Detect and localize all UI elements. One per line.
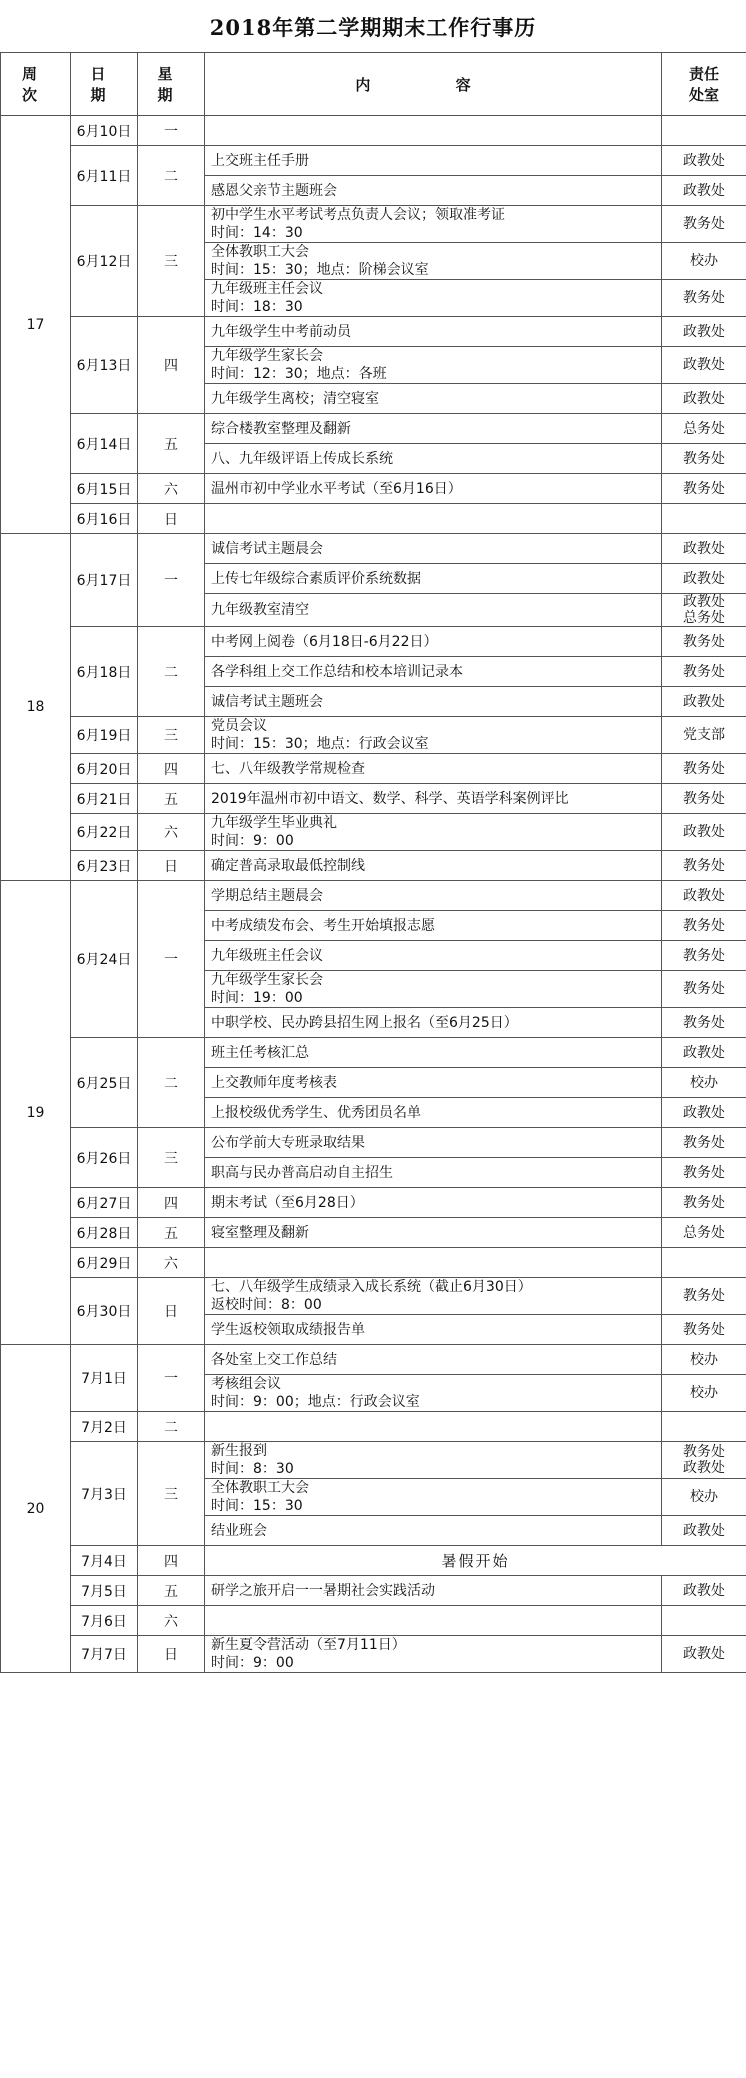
event-content-line: 七、八年级学生成绩录入成长系统（截止6月30日） (211, 1279, 532, 1295)
event-content-line: 时间：9：00 (211, 833, 294, 849)
responsible-dept (662, 504, 746, 534)
responsible-dept (662, 414, 746, 444)
event-content (205, 317, 662, 347)
schedule-body (1, 116, 746, 1673)
responsible-dept-line: 教务处 (683, 857, 725, 874)
event-content (205, 504, 662, 534)
event-content (205, 971, 662, 1008)
responsible-dept (662, 1412, 746, 1442)
weekday-cell: 日 (138, 851, 205, 881)
weekday-cell: 三 (138, 206, 205, 317)
weekday-cell: 二 (138, 1038, 205, 1128)
date-cell: 6月16日 (71, 504, 138, 534)
responsible-dept-line: 教务处 (683, 1164, 725, 1181)
event-content (205, 627, 662, 657)
event-content (205, 1128, 662, 1158)
weekday-cell: 二 (138, 627, 205, 717)
weekday-cell: 五 (138, 414, 205, 474)
header-content: 内 容 (205, 53, 662, 116)
event-content-line: 全体教职工大会 (211, 1480, 309, 1496)
event-content-line: 九年级学生毕业典礼 (211, 815, 337, 831)
event-content-line: 新生报到 (211, 1443, 267, 1459)
responsible-dept (662, 754, 746, 784)
table-row (1, 1038, 746, 1068)
responsible-dept (662, 1375, 746, 1412)
event-content-line: 时间：9：00 (211, 1655, 294, 1671)
event-content (205, 414, 662, 444)
event-content-line: 初中学生水平考试考点负责人会议；领取准考证 (211, 207, 505, 223)
event-content-line: 时间：18：30 (211, 299, 303, 315)
table-row (1, 754, 746, 784)
event-content-line: 研学之旅开启一一暑期社会实践活动 (211, 1582, 435, 1599)
table-row (1, 116, 746, 146)
date-cell: 7月6日 (71, 1606, 138, 1636)
responsible-dept-line: 教务处 (683, 1194, 725, 1211)
weekday-cell: 六 (138, 814, 205, 851)
responsible-dept-line: 教务处 (683, 633, 725, 650)
responsible-dept-line: 校办 (690, 1489, 718, 1505)
event-content (205, 1516, 662, 1546)
date-cell: 6月28日 (71, 1218, 138, 1248)
weekday-cell: 一 (138, 534, 205, 627)
event-content (205, 243, 662, 280)
event-content-line: 寝室整理及翻新 (211, 1224, 309, 1241)
date-cell: 6月14日 (71, 414, 138, 474)
event-content-line: 时间：14：30 (211, 225, 303, 241)
date-cell: 6月23日 (71, 851, 138, 881)
event-content-line: 中考成绩发布会、考生开始填报志愿 (211, 917, 435, 934)
event-content (205, 1412, 662, 1442)
responsible-dept-line: 党支部 (683, 727, 725, 743)
weekday-cell: 一 (138, 1345, 205, 1412)
event-content (205, 280, 662, 317)
event-content (205, 754, 662, 784)
weekday-cell: 五 (138, 1218, 205, 1248)
responsible-dept (662, 1128, 746, 1158)
header-week: 周 次 (1, 53, 71, 116)
responsible-dept (662, 1188, 746, 1218)
event-content-line: 感恩父亲节主题班会 (211, 182, 337, 199)
event-content-line: 上交教师年度考核表 (211, 1074, 337, 1091)
weekday-cell: 三 (138, 1442, 205, 1546)
event-content (205, 1248, 662, 1278)
table-row (1, 1248, 746, 1278)
event-content-line: 确定普高录取最低控制线 (211, 857, 365, 874)
date-cell: 7月4日 (71, 1546, 138, 1576)
responsible-dept-line: 校办 (690, 253, 718, 269)
event-content-line: 期末考试（至6月28日） (211, 1194, 364, 1211)
event-content-line: 中考网上阅卷（6月18日-6月22日） (211, 633, 438, 650)
weekday-cell: 五 (138, 784, 205, 814)
event-content-line: 诚信考试主题班会 (211, 693, 323, 710)
responsible-dept-line: 政教处 (683, 594, 725, 610)
responsible-dept-line: 校办 (690, 1074, 718, 1091)
weekday-cell: 六 (138, 474, 205, 504)
responsible-dept-line: 政教处 (683, 540, 725, 557)
responsible-dept-line: 政教处 (683, 1104, 725, 1121)
responsible-dept (662, 243, 746, 280)
event-content (205, 1375, 662, 1412)
event-content-line: 2019年温州市初中语文、数学、科学、英语学科案例评比 (211, 790, 569, 807)
responsible-dept-line: 教务处 (683, 760, 725, 777)
event-content (205, 1158, 662, 1188)
responsible-dept (662, 176, 746, 206)
schedule-table (0, 52, 746, 1673)
event-content-line: 九年级学生家长会 (211, 972, 323, 988)
responsible-dept-line: 教务处 (683, 1134, 725, 1151)
header-date: 日 期 (71, 53, 138, 116)
responsible-dept-line: 政教处 (683, 887, 725, 904)
date-cell: 6月15日 (71, 474, 138, 504)
responsible-dept-line: 教务处 (683, 290, 725, 306)
table-row (1, 317, 746, 347)
weekday-cell: 五 (138, 1576, 205, 1606)
responsible-dept-line: 教务处 (683, 790, 725, 807)
table-row (1, 627, 746, 657)
responsible-dept (662, 206, 746, 243)
table-row (1, 146, 746, 176)
date-cell: 6月13日 (71, 317, 138, 414)
event-content-line: 各处室上交工作总结 (211, 1351, 337, 1368)
date-cell: 7月2日 (71, 1412, 138, 1442)
responsible-dept (662, 717, 746, 754)
page-title: 2018年第二学期期末工作行事历 (209, 15, 537, 40)
event-content-line: 班主任考核汇总 (211, 1044, 309, 1061)
header-weekday: 星 期 (138, 53, 205, 116)
table-row (1, 474, 746, 504)
date-cell: 6月21日 (71, 784, 138, 814)
responsible-dept (662, 941, 746, 971)
responsible-dept-line: 总务处 (683, 420, 725, 437)
responsible-dept (662, 627, 746, 657)
event-content-line: 职高与民办普高启动自主招生 (211, 1164, 393, 1181)
weekday-cell: 四 (138, 754, 205, 784)
event-content-line: 上报校级优秀学生、优秀团员名单 (211, 1104, 421, 1121)
responsible-dept-line: 教务处 (683, 1288, 725, 1304)
event-content (205, 1315, 662, 1345)
responsible-dept (662, 564, 746, 594)
responsible-dept-line: 教务处 (683, 1321, 725, 1338)
event-content (205, 1038, 662, 1068)
responsible-dept-line: 政教处 (683, 1044, 725, 1061)
responsible-dept-line: 教务处 (683, 663, 725, 680)
event-content (205, 594, 662, 627)
date-cell: 6月29日 (71, 1248, 138, 1278)
responsible-dept (662, 1576, 746, 1606)
event-content-line: 时间：9：00；地点：行政会议室 (211, 1394, 420, 1410)
event-content-line: 温州市初中学业水平考试（至6月16日） (211, 480, 462, 497)
event-content-line: 结业班会 (211, 1522, 267, 1539)
table-row (1, 814, 746, 851)
date-cell: 6月22日 (71, 814, 138, 851)
weekday-cell: 日 (138, 1278, 205, 1345)
table-row (1, 1412, 746, 1442)
responsible-dept (662, 384, 746, 414)
date-cell: 6月10日 (71, 116, 138, 146)
table-row (1, 881, 746, 911)
event-content-line: 时间：8：30 (211, 1461, 294, 1477)
responsible-dept-line: 政教处 (683, 357, 725, 373)
week-number: 19 (1, 881, 71, 1345)
event-content-line: 中职学校、民办跨县招生网上报名（至6月25日） (211, 1014, 518, 1031)
date-cell: 7月1日 (71, 1345, 138, 1412)
table-row (1, 784, 746, 814)
responsible-dept-line: 教务处 (683, 917, 725, 934)
event-content-line: 时间：15：30；地点：阶梯会议室 (211, 262, 429, 278)
event-content-line: 诚信考试主题晨会 (211, 540, 323, 557)
responsible-dept-line: 教务处 (683, 947, 725, 964)
table-row (1, 1345, 746, 1375)
table-row (1, 206, 746, 243)
event-content (205, 1188, 662, 1218)
table-row (1, 717, 746, 754)
event-content (205, 1218, 662, 1248)
event-content-line: 九年级学生离校；清空寝室 (211, 390, 379, 407)
responsible-dept (662, 881, 746, 911)
weekday-cell: 六 (138, 1606, 205, 1636)
weekday-cell: 日 (138, 504, 205, 534)
responsible-dept-line: 教务处 (683, 480, 725, 497)
responsible-dept (662, 1038, 746, 1068)
table-row (1, 1278, 746, 1315)
table-row (1, 1442, 746, 1479)
table-row (1, 414, 746, 444)
responsible-dept (662, 1606, 746, 1636)
event-content (205, 881, 662, 911)
responsible-dept (662, 474, 746, 504)
event-content (205, 1278, 662, 1315)
weekday-cell: 一 (138, 881, 205, 1038)
date-cell: 6月24日 (71, 881, 138, 1038)
vacation-banner: 暑假开始 (205, 1546, 746, 1576)
responsible-dept (662, 317, 746, 347)
responsible-dept (662, 657, 746, 687)
responsible-dept (662, 1315, 746, 1345)
event-content-line: 上传七年级综合素质评价系统数据 (211, 570, 421, 587)
event-content-line: 公布学前大专班录取结果 (211, 1134, 365, 1151)
weekday-cell: 四 (138, 317, 205, 414)
event-content-line: 新生夏令营活动（至7月11日） (211, 1637, 406, 1653)
responsible-dept-line: 政教处 (683, 152, 725, 169)
responsible-dept (662, 971, 746, 1008)
weekday-cell: 四 (138, 1188, 205, 1218)
responsible-dept (662, 280, 746, 317)
table-row (1, 1606, 746, 1636)
responsible-dept (662, 1248, 746, 1278)
table-row (1, 1636, 746, 1673)
weekday-cell: 六 (138, 1248, 205, 1278)
responsible-dept (662, 784, 746, 814)
event-content-line: 学生返校领取成绩报告单 (211, 1321, 365, 1338)
event-content-line: 九年级教室清空 (211, 602, 309, 618)
weekday-cell: 四 (138, 1546, 205, 1576)
date-cell: 6月18日 (71, 627, 138, 717)
event-content-line: 时间：15：30 (211, 1498, 303, 1514)
date-cell: 7月5日 (71, 1576, 138, 1606)
responsible-dept (662, 146, 746, 176)
date-cell: 6月17日 (71, 534, 138, 627)
event-content-line: 九年级学生家长会 (211, 348, 323, 364)
table-header-row (1, 53, 746, 116)
responsible-dept (662, 347, 746, 384)
weekday-cell: 二 (138, 1412, 205, 1442)
date-cell: 6月12日 (71, 206, 138, 317)
date-cell: 6月20日 (71, 754, 138, 784)
weekday-cell: 日 (138, 1636, 205, 1673)
responsible-dept-line: 政教处 (683, 1582, 725, 1599)
event-content (205, 1008, 662, 1038)
responsible-dept-line: 校办 (690, 1385, 718, 1401)
responsible-dept-line: 政教处 (683, 1646, 725, 1662)
week-number: 18 (1, 534, 71, 881)
responsible-dept (662, 814, 746, 851)
event-content (205, 784, 662, 814)
event-content-line: 返校时间：8：00 (211, 1297, 322, 1313)
event-content (205, 146, 662, 176)
responsible-dept (662, 1008, 746, 1038)
table-row (1, 504, 746, 534)
table-row (1, 1546, 746, 1576)
event-content (205, 176, 662, 206)
responsible-dept-line: 政教处 (683, 323, 725, 340)
weekday-cell: 一 (138, 116, 205, 146)
event-content-line: 学期总结主题晨会 (211, 887, 323, 904)
event-content (205, 657, 662, 687)
responsible-dept-line: 教务处 (683, 216, 725, 232)
responsible-dept (662, 1479, 746, 1516)
event-content (205, 1636, 662, 1673)
table-row (1, 1576, 746, 1606)
date-cell: 6月19日 (71, 717, 138, 754)
responsible-dept (662, 444, 746, 474)
event-content (205, 384, 662, 414)
event-content-line: 七、八年级教学常规检查 (211, 760, 365, 777)
responsible-dept (662, 851, 746, 881)
responsible-dept-line: 总务处 (683, 1224, 725, 1241)
event-content (205, 347, 662, 384)
event-content (205, 687, 662, 717)
date-cell: 6月11日 (71, 146, 138, 206)
responsible-dept (662, 911, 746, 941)
responsible-dept (662, 1098, 746, 1128)
event-content (205, 534, 662, 564)
responsible-dept-line: 政教处 (683, 824, 725, 840)
header-dept: 责任 处室 (662, 53, 746, 116)
week-number: 17 (1, 116, 71, 534)
responsible-dept-line: 教务处 (683, 1444, 725, 1460)
event-content (205, 206, 662, 243)
event-content (205, 911, 662, 941)
responsible-dept-line: 政教处 (683, 182, 725, 199)
event-content (205, 1442, 662, 1479)
weekday-cell: 三 (138, 717, 205, 754)
responsible-dept-line: 政教处 (683, 1522, 725, 1539)
responsible-dept-line: 总务处 (683, 610, 725, 626)
event-content-line: 八、九年级评语上传成长系统 (211, 450, 393, 467)
responsible-dept (662, 534, 746, 564)
date-cell: 6月27日 (71, 1188, 138, 1218)
event-content (205, 814, 662, 851)
responsible-dept-line: 政教处 (683, 570, 725, 587)
event-content-line: 党员会议 (211, 718, 267, 734)
event-content (205, 116, 662, 146)
responsible-dept-line: 教务处 (683, 450, 725, 467)
event-content (205, 1479, 662, 1516)
date-cell: 6月26日 (71, 1128, 138, 1188)
event-content (205, 1576, 662, 1606)
event-content (205, 1606, 662, 1636)
responsible-dept-line: 校办 (690, 1351, 718, 1368)
responsible-dept-line: 政教处 (683, 1460, 725, 1476)
table-row (1, 534, 746, 564)
weekday-cell: 二 (138, 146, 205, 206)
responsible-dept (662, 1218, 746, 1248)
event-content (205, 444, 662, 474)
date-cell: 6月25日 (71, 1038, 138, 1128)
event-content (205, 1068, 662, 1098)
event-content-line: 九年级学生中考前动员 (211, 323, 351, 340)
table-row (1, 851, 746, 881)
responsible-dept (662, 687, 746, 717)
event-content-line: 各学科组上交工作总结和校本培训记录本 (211, 663, 463, 680)
date-cell: 6月30日 (71, 1278, 138, 1345)
event-content-line: 九年级班主任会议 (211, 281, 323, 297)
responsible-dept (662, 1278, 746, 1315)
event-content-line: 全体教职工大会 (211, 244, 309, 260)
event-content (205, 851, 662, 881)
event-content-line: 时间：15：30；地点：行政会议室 (211, 736, 429, 752)
event-content (205, 564, 662, 594)
event-content-line: 上交班主任手册 (211, 152, 309, 169)
responsible-dept (662, 1442, 746, 1479)
responsible-dept (662, 1345, 746, 1375)
event-content-line: 时间：12：30；地点：各班 (211, 366, 387, 382)
event-content-line: 考核组会议 (211, 1376, 281, 1392)
responsible-dept (662, 1068, 746, 1098)
responsible-dept-line: 政教处 (683, 693, 725, 710)
event-content (205, 941, 662, 971)
event-content-line: 九年级班主任会议 (211, 947, 323, 964)
date-cell: 7月3日 (71, 1442, 138, 1546)
responsible-dept-line: 教务处 (683, 981, 725, 997)
date-cell: 7月7日 (71, 1636, 138, 1673)
event-content (205, 717, 662, 754)
responsible-dept-line: 政教处 (683, 390, 725, 407)
responsible-dept (662, 1516, 746, 1546)
responsible-dept (662, 116, 746, 146)
responsible-dept (662, 1636, 746, 1673)
event-content (205, 1098, 662, 1128)
week-number: 20 (1, 1345, 71, 1673)
event-content-line: 时间：19：00 (211, 990, 303, 1006)
weekday-cell: 三 (138, 1128, 205, 1188)
responsible-dept (662, 1158, 746, 1188)
responsible-dept-line: 教务处 (683, 1014, 725, 1031)
responsible-dept (662, 594, 746, 627)
table-row (1, 1218, 746, 1248)
table-row (1, 1128, 746, 1158)
event-content (205, 474, 662, 504)
table-row (1, 1188, 746, 1218)
event-content-line: 综合楼教室整理及翻新 (211, 420, 351, 437)
event-content (205, 1345, 662, 1375)
